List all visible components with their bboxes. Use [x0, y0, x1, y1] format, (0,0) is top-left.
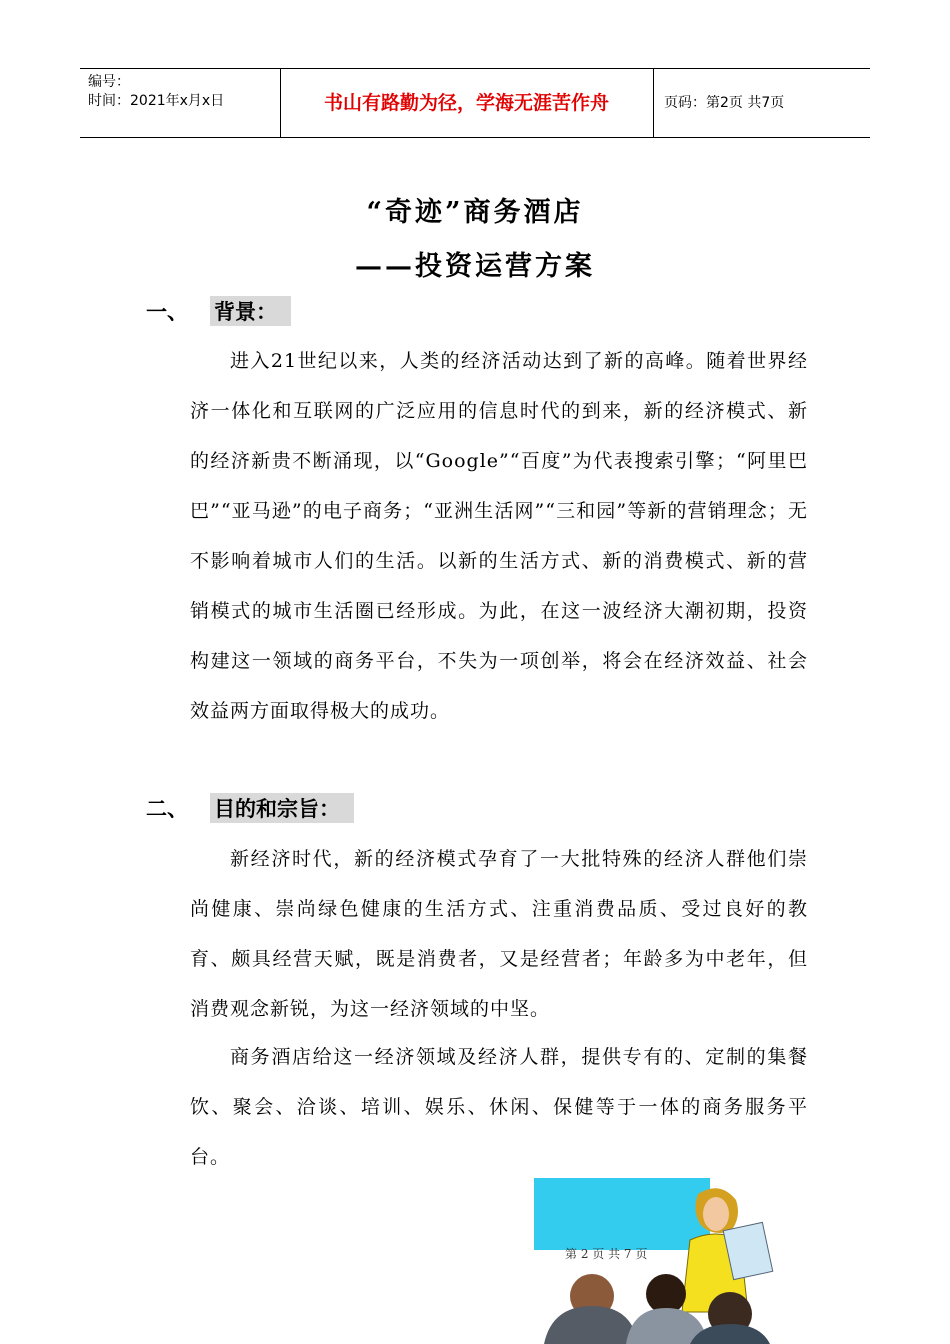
section-label: 目的和宗旨：: [210, 793, 354, 823]
paragraph-purpose-1: 新经济时代，新的经济模式孕育了一大批特殊的经济人群他们崇尚健康、崇尚绿色健康的生活方式、注重消费品质、受过良好的教育、颇具经营天赋，既是消费者，又是经营者；年龄多为中老年，但消费观念新锐，为这一经济领域的中坚。: [190, 848, 808, 1020]
presentation-board: [534, 1178, 710, 1250]
section-number: 一、: [146, 299, 188, 324]
time-label: 时间：2021年x月x日: [88, 93, 225, 109]
section-heading-background: [146, 296, 291, 326]
footer-page-number: 第 2 页 共 7 页: [565, 1247, 648, 1261]
section-heading-purpose: [146, 793, 354, 823]
paragraph-background: 进入21世纪以来，人类的经济活动达到了新的高峰。随着世界经济一体化和互联网的广泛应用的信息时代的到来，新的经济模式、新的经济新贵不断涌现，以“Google”“百度”为代表搜索引擎；“阿里巴巴”“亚马逊”的电子商务；“亚洲生活网”“三和园”等新的营销理念；无不影响着城市人们的生活。以新的生活方式、新的消费模式、新的营销模式的城市生活圈已经形成。为此，在这一波经济大潮初期，投资构建这一领域的商务平台，不失为一项创举，将会在经济效益、社会效益两方面取得极大的成功。: [190, 350, 808, 722]
header-meta: [88, 73, 278, 111]
page-header: [80, 68, 870, 138]
header-page-info: 页码：第2页 共7页: [664, 95, 785, 111]
document-title: “奇迹”商务酒店: [366, 197, 584, 228]
header-divider: [653, 69, 654, 137]
header-motto: 书山有路勤为径，学海无涯苦作舟: [323, 92, 609, 114]
number-label: 编号：: [88, 74, 130, 90]
section-label: 背景：: [210, 296, 291, 326]
section-number: 二、: [146, 796, 188, 821]
paragraph-purpose-2: 商务酒店给这一经济领域及经济人群，提供专有的、定制的集餐饮、聚会、洽谈、培训、娱乐、休闲、保健等于一体的商务服务平台。: [190, 1046, 808, 1168]
document-subtitle: ——投资运营方案: [355, 251, 595, 282]
